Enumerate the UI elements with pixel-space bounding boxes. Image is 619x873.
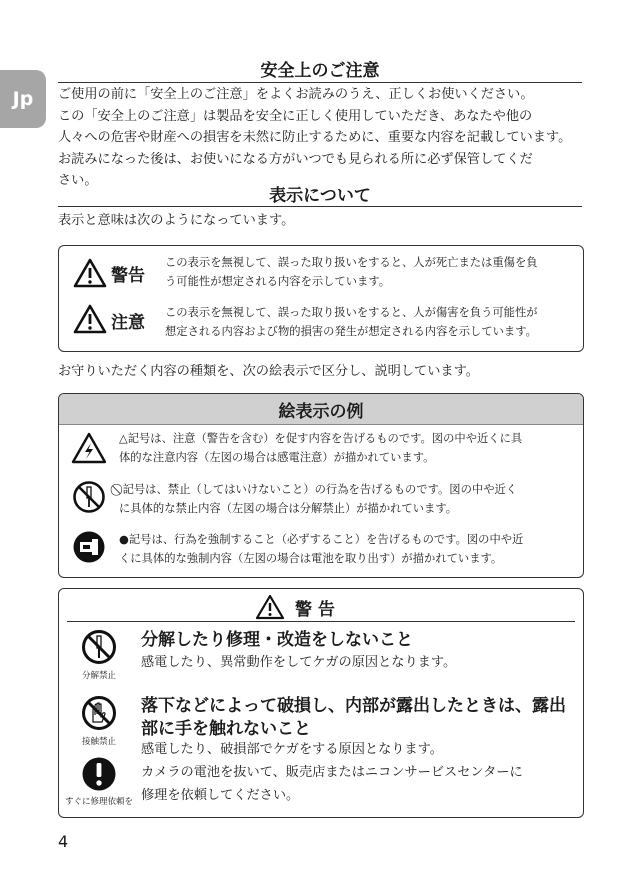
warning-box-title: 警 告 [295, 600, 335, 620]
warning-box-rule [67, 621, 575, 622]
warning-box-triangle-icon [255, 594, 285, 620]
request-repair-icon [81, 756, 117, 792]
caution-definition [165, 303, 583, 341]
title-rule [58, 82, 582, 83]
display-intro: 表示と意味は次のようになっています。 [58, 213, 295, 228]
warning-heading [141, 695, 581, 741]
symbol-row-line: ●記号は、行為を強制すること（必ずすること）を告げるものです。図の中や近 [119, 533, 524, 546]
caution-label: 注意 [111, 313, 145, 333]
symbol-row-line: くに具体的な強制内容（左図の場合は電池を取り出す）が描かれています。 [119, 552, 503, 565]
warning-heading-line: 分解したり修理・改造をしないこと [141, 630, 413, 650]
warning-heading-line: 部に手を触れないこと [141, 719, 311, 739]
symbol-row-line: ⃠ 記号は、禁止（してはいけないこと）の行為を告げるものです。図の中や近く [119, 483, 518, 496]
warning-definition [165, 253, 583, 291]
warning-body [141, 652, 581, 673]
intro-line: 人々への危害や財産への損害を未然に防止するために、重要な内容を記載しています。 [58, 130, 572, 145]
symbol-row-line: △記号は、注意（警告を含む）を促す内容を告げるものです。図の中や近くに具 [119, 432, 523, 445]
icon-caption: すぐに修理依頼を [64, 797, 133, 807]
symbols-box [58, 393, 584, 578]
symbol-row-line: 体的な注意内容（左図の場合は感電注意）が描かれています。 [119, 451, 435, 464]
no-touch-icon [81, 695, 117, 731]
icon-caption: 接触禁止 [81, 737, 116, 747]
warning-body-line: カメラの電池を抜いて、販売店またはニコンサービスセンターに [141, 765, 523, 780]
warning-heading [141, 629, 581, 652]
intro-line: お読みになった後は、お使いになる方がいつでも見られる所に必ず保管してくだ [58, 151, 533, 167]
symbol-row-prohibition [119, 480, 575, 518]
warning-body-line: 感電したり、異常動作をしてケガの原因となります。 [141, 655, 457, 670]
page-number: 4 [58, 832, 69, 851]
symbol-row-line: に具体的な禁止内容（左図の場合は分解禁止）が描かれています。 [119, 502, 458, 515]
remove-battery-icon [72, 530, 106, 564]
definitions-box [58, 245, 584, 352]
caution-def-line: この表示を無視して、誤った取り扱いをすると、人が傷害を負う可能性が [165, 306, 538, 319]
icon-caption: 分解禁止 [81, 671, 116, 681]
symbol-row-caution [119, 429, 575, 467]
electric-shock-caution-icon [71, 432, 107, 464]
warning-box [58, 588, 584, 818]
warning-body [141, 761, 581, 807]
safety-title: 安全上のご注意 [260, 61, 380, 81]
caution-def-line: 想定される内容および物的損害の発生が想定される内容を示しています。 [165, 325, 537, 338]
warning-heading-line: 落下などによって破損し、内部が露出したときは、露出 [141, 696, 566, 716]
warning-body-line: 修理を依頼してください。 [141, 788, 300, 803]
warning-triangle-icon [73, 258, 107, 288]
symbol-row-mandatory [119, 530, 575, 568]
intro-line: この「安全上のご注意」は製品を安全に正しく使用していただき、あなたや他の [58, 108, 533, 124]
symbols-intro: お守りいただく内容の種類を、次の絵表示で区分し、説明しています。 [58, 364, 479, 379]
warning-def-line: う可能性が想定される内容を示しています。 [165, 275, 391, 288]
symbols-title: 絵表示の例 [278, 402, 364, 422]
warning-body [141, 738, 581, 761]
no-disassembly-icon [72, 480, 106, 514]
warning-label: 警告 [111, 266, 145, 286]
display-rule [58, 206, 582, 207]
display-title: 表示について [269, 186, 371, 206]
warning-body-line: 感電したり、破損部でケガをする原因となります。 [141, 742, 443, 757]
no-disassembly-icon [81, 629, 117, 665]
language-tab: Jp [0, 70, 46, 128]
intro-paragraph [58, 84, 586, 192]
intro-line: さい。 [58, 173, 98, 188]
warning-def-line: この表示を無視して、誤った取り扱いをすると、人が死亡または重傷を負 [165, 256, 538, 269]
caution-triangle-icon [73, 304, 107, 334]
intro-line: ご使用の前に「安全上のご注意」をよくお読みのうえ、正しくお使いください。 [58, 87, 534, 102]
